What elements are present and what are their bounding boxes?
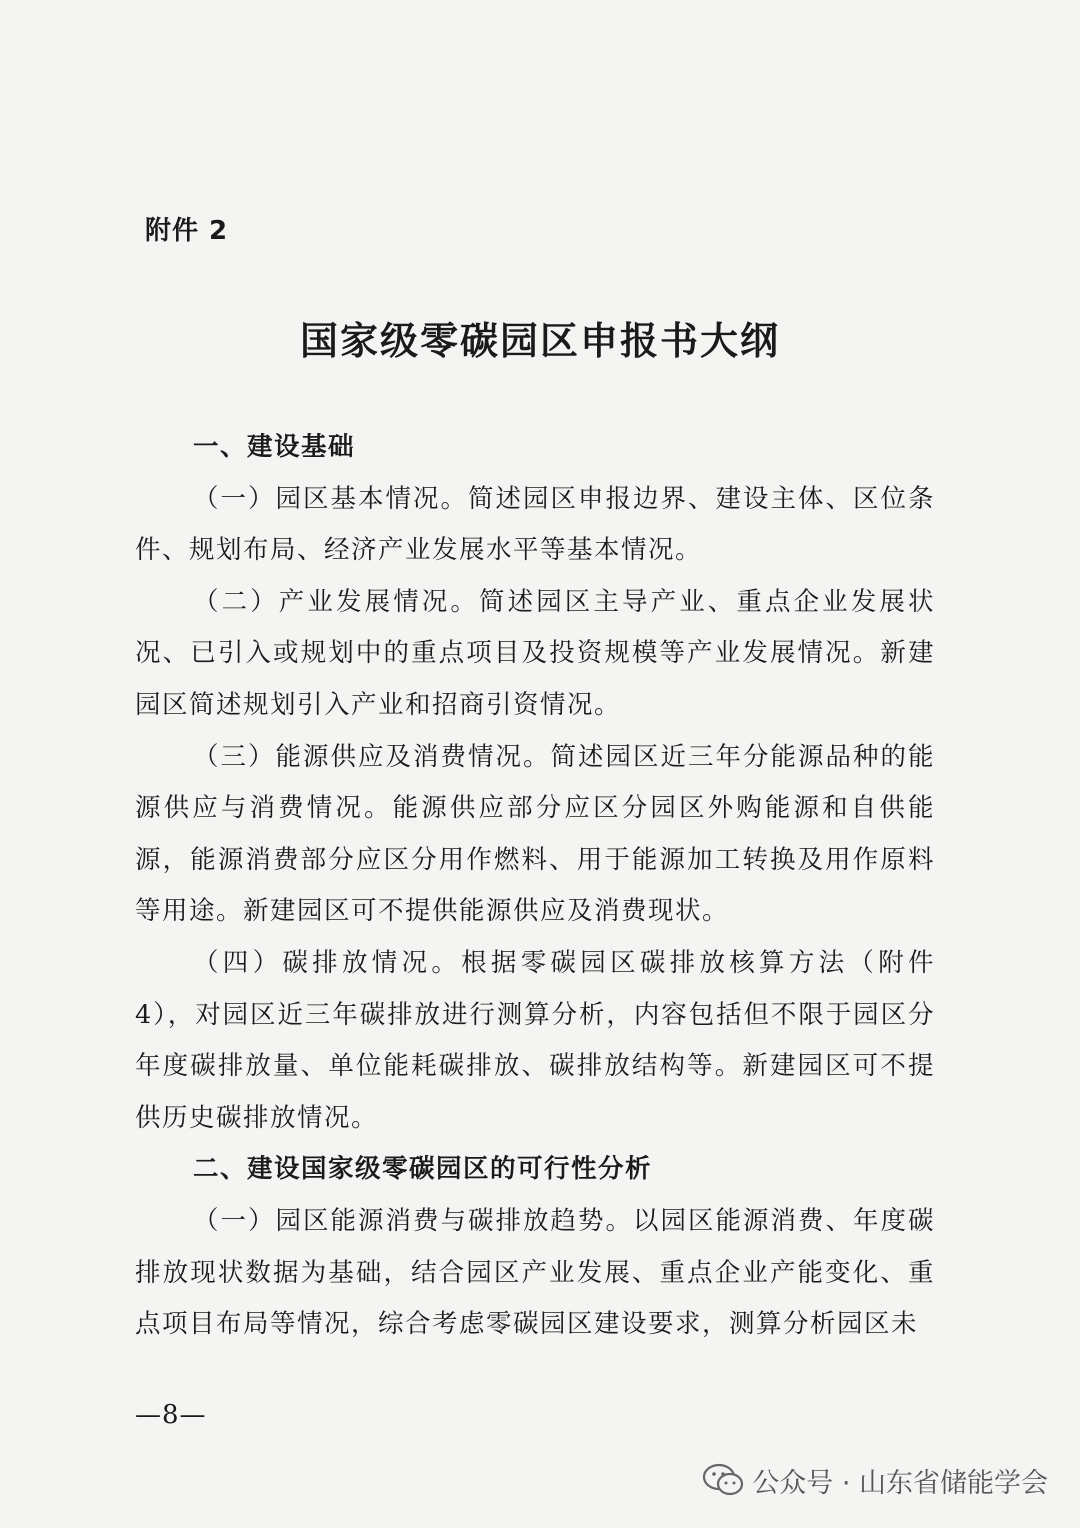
watermark <box>702 1460 1048 1500</box>
document-body <box>135 422 935 1351</box>
section-heading-2: 二、建设国家级零碳园区的可行性分析 <box>193 1154 653 1185</box>
paragraph-carbon: （四）碳排放情况。根据零碳园区碳排放核算方法（附件 4），对园区近三年碳排放进行测算分析，内容包括但不限于园区分年度碳排放量、单位能耗碳排放、碳排放结构等。新建园区可不提供历史碳排放情况。 <box>135 947 935 1133</box>
document-title: 国家级零碳园区申报书大纲 <box>299 319 780 363</box>
paragraph-energy: （三）能源供应及消费情况。简述园区近三年分能源品种的能源供应与消费情况。能源供应部分应区分园区外购能源和自供能源，能源消费部分应区分用作燃料、用于能源加工转换及用作原料等用途。新建园区可不提供能源供应及消费现状。 <box>135 741 935 927</box>
watermark-text: 公众号 · 山东省储能学会 <box>752 1467 1048 1499</box>
wechat-official-account-icon <box>702 1462 744 1498</box>
paragraph-trend: （一）园区能源消费与碳排放趋势。以园区能源消费、年度碳排放现状数据为基础，结合园区产业发展、重点企业产能变化、重点项目布局等情况，综合考虑零碳园区建设要求，测算分析园区未 <box>135 1205 935 1340</box>
section-heading-1: 一、建设基础 <box>193 432 356 462</box>
attachment-label: 附件 2 <box>145 216 229 246</box>
page-number: —8— <box>135 1400 207 1430</box>
paragraph-industry: （二）产业发展情况。简述园区主导产业、重点企业发展状况、已引入或规划中的重点项目及投资规模等产业发展情况。新建园区简述规划引入产业和招商引资情况。 <box>135 586 935 720</box>
paragraph-basic-info: （一）园区基本情况。简述园区申报边界、建设主体、区位条件、规划布局、经济产业发展水平等基本情况。 <box>135 483 935 566</box>
